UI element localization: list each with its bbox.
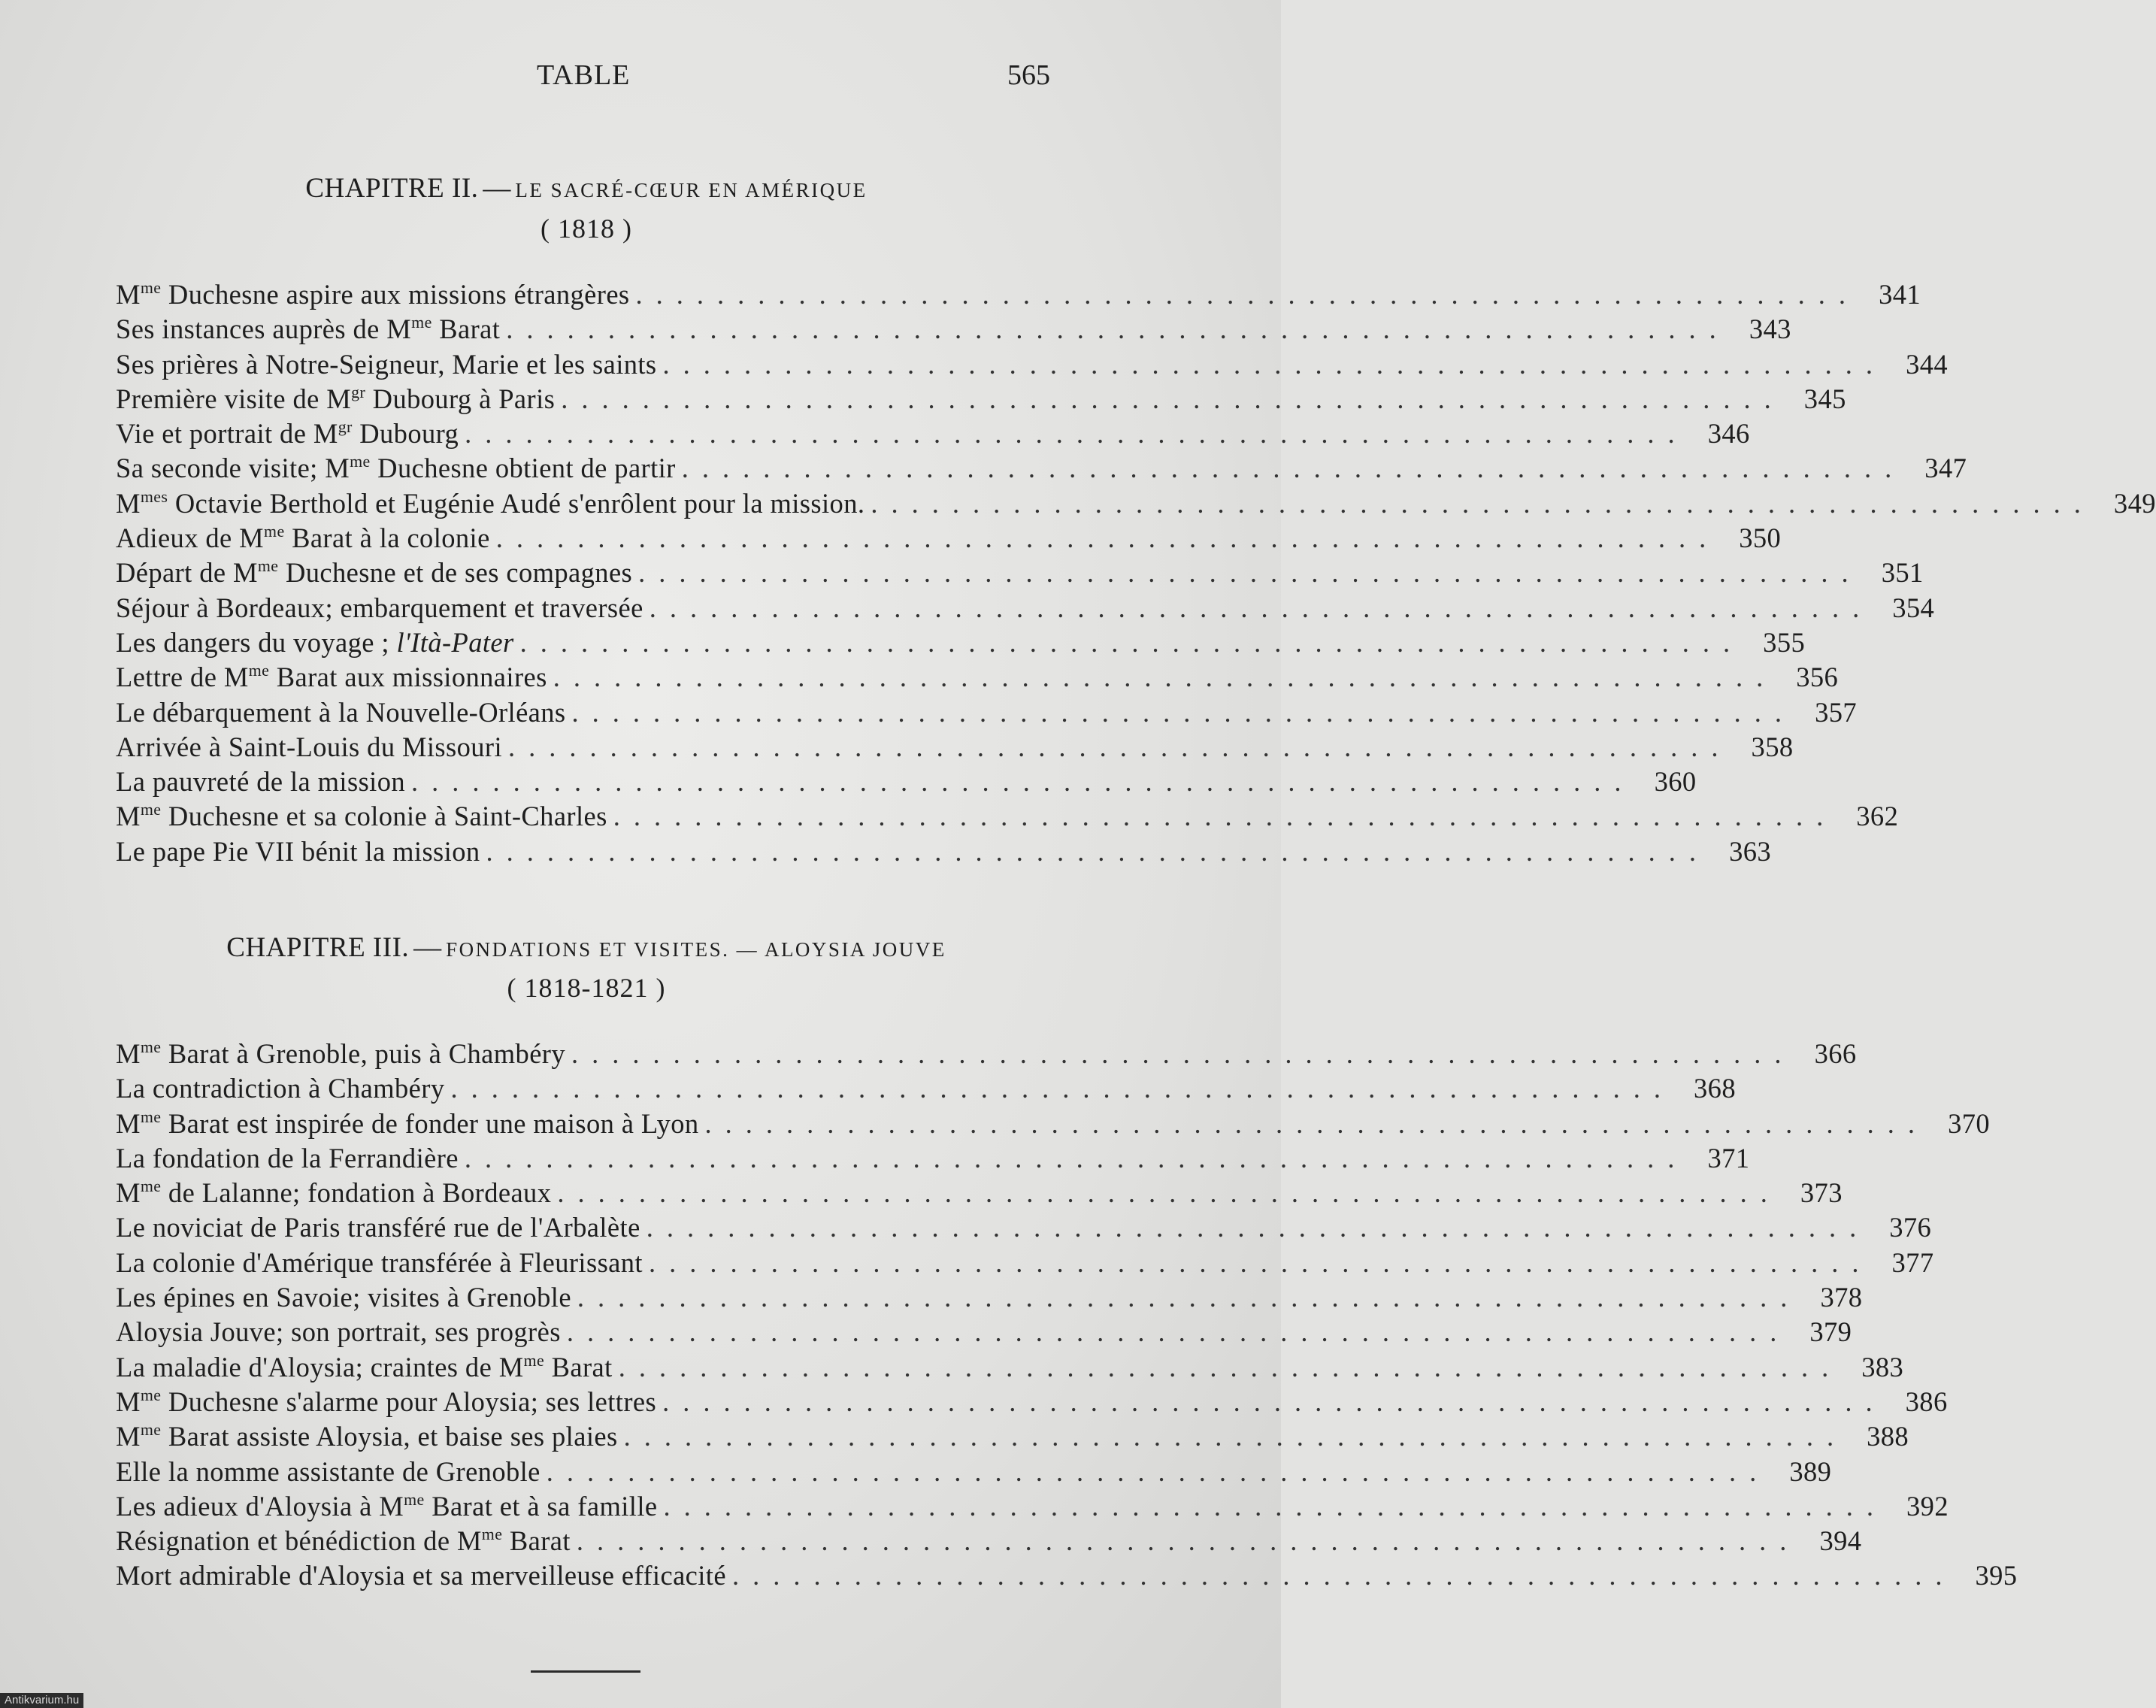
toc-entry <box>116 521 1782 556</box>
toc-entry <box>116 382 1846 417</box>
running-head-title: TABLE <box>537 59 631 91</box>
toc-entry-page: 363 <box>1729 835 1772 867</box>
toc-entry <box>116 1176 1843 1211</box>
toc-entry-page: 377 <box>1891 1246 1934 1278</box>
toc-entry-title: La colonie d'Amérique transférée à Fleurissant <box>116 1246 643 1278</box>
dot-leader: ............................................................ <box>571 1038 1795 1069</box>
toc-entry-page: 386 <box>1905 1385 1948 1417</box>
toc-entry-page: 389 <box>1789 1455 1832 1487</box>
dot-leader: ............................................................ <box>618 1351 1843 1382</box>
dot-leader: ............................................................ <box>571 696 1796 728</box>
toc-entry <box>116 1211 1932 1246</box>
toc-entry <box>116 486 2156 522</box>
toc-entry-page: 378 <box>1820 1282 1863 1313</box>
toc-entry <box>116 348 1949 383</box>
chapter-heading-2: CHAPITRE II. — LE SACRÉ-CŒUR EN AMÉRIQUE ( 1818 ) <box>113 170 1060 248</box>
dot-leader: ............................................................ <box>508 731 1732 762</box>
toc-entry <box>116 626 1806 661</box>
toc-entry <box>116 1559 2018 1594</box>
toc-entry-title: $M^{me}$ Duchesne et sa colonie à Saint-Charles <box>116 800 607 832</box>
toc-entry-title: Les adieux d'Aloysia à $M^{me}$ Barat et à sa famille <box>116 1489 658 1522</box>
dot-leader: ............................................................ <box>663 1490 1887 1522</box>
toc-entry-page: 356 <box>1796 662 1839 693</box>
toc-entry-title: $M^{me}$ de Lalanne; fondation à Bordeaux <box>116 1176 552 1209</box>
toc-entry-page: 341 <box>1879 279 1921 310</box>
watermark: Antikvarium.hu <box>0 1693 83 1708</box>
chapter-label: CHAPITRE II. <box>305 173 479 204</box>
dot-leader: ............................................................ <box>465 418 1688 450</box>
toc-entry-page: 379 <box>1809 1316 1852 1348</box>
toc-entry <box>116 313 1791 347</box>
toc-list-chapter-2 <box>116 277 2156 870</box>
dot-leader: ............................................................ <box>662 1385 1886 1417</box>
toc-entry <box>116 1072 1736 1107</box>
toc-entry-page: 373 <box>1800 1177 1843 1209</box>
toc-entry <box>116 277 1921 313</box>
chapter-subtitle: LE SACRÉ-CŒUR EN AMÉRIQUE <box>515 179 868 201</box>
toc-entry-title: Le débarquement à la Nouvelle-Orléans <box>116 696 566 728</box>
toc-entry <box>116 661 1839 695</box>
dot-leader: ............................................................ <box>576 1525 1800 1557</box>
dot-leader: ............................................................ <box>731 1560 1956 1591</box>
running-head <box>0 59 1281 96</box>
toc-entry-title: La contradiction à Chambéry <box>116 1073 445 1104</box>
toc-entry-page: 346 <box>1707 418 1750 450</box>
dot-leader: ............................................................ <box>635 279 1860 310</box>
dot-leader: ............................................................ <box>704 1107 1929 1139</box>
toc-entry <box>116 835 1772 870</box>
toc-entry-page: 371 <box>1707 1142 1750 1173</box>
toc-entry-page: 394 <box>1819 1525 1862 1557</box>
chapter-years: ( 1818-1821 ) <box>507 973 666 1003</box>
toc-entry-title: Adieux de $M^{me}$ Barat à la colonie <box>116 521 490 554</box>
page-number: 565 <box>1007 59 1050 91</box>
toc-entry-title: Le noviciat de Paris transféré rue de l'Arbalète <box>116 1212 640 1243</box>
toc-entry <box>116 1316 1852 1350</box>
toc-entry-title: Sa seconde visite; $M^{me}$ Duchesne obtient de partir <box>116 452 676 484</box>
toc-entry <box>116 1281 1863 1316</box>
toc-entry-title: Résignation et bénédiction de $M^{me}$ Barat <box>116 1524 571 1557</box>
dot-leader: ............................................................ <box>613 801 1837 832</box>
end-rule <box>531 1670 640 1673</box>
toc-entry-page: 345 <box>1803 383 1846 414</box>
toc-entry-page: 357 <box>1815 696 1858 728</box>
toc-entry-page: 366 <box>1814 1038 1857 1069</box>
chapter-subtitle: FONDATIONS ET VISITES. — ALOYSIA JOUVE <box>446 938 946 961</box>
toc-entry-page: 351 <box>1881 557 1924 589</box>
toc-entry <box>116 1037 1857 1072</box>
toc-entry-title: Aloysia Jouve; son portrait, ses progrès <box>116 1316 561 1348</box>
toc-entry-title: $M^{me}$ Duchesne aspire aux missions étrangères <box>116 277 630 310</box>
toc-entry-page: 383 <box>1861 1351 1904 1382</box>
dot-leader: ............................................................ <box>561 383 1785 414</box>
toc-entry-title: La pauvreté de la mission <box>116 766 406 798</box>
toc-entry <box>116 1246 1934 1281</box>
chapter-label: CHAPITRE III. <box>226 932 410 963</box>
toc-entry-page: 362 <box>1856 801 1899 832</box>
dot-leader: ............................................................ <box>648 1246 1873 1278</box>
toc-entry-title: Départ de $M^{me}$ Duchesne et de ses compagnes <box>116 556 633 589</box>
dot-leader: ............................................................ <box>566 1316 1791 1348</box>
toc-entry-page: 350 <box>1739 522 1782 554</box>
toc-entry-title: Elle la nomme assistante de Grenoble <box>116 1455 541 1487</box>
dot-leader: ............................................................ <box>623 1421 1848 1452</box>
dot-leader: ............................................................ <box>486 835 1710 867</box>
toc-entry-title: Les dangers du voyage ; l'Ità-Pater <box>116 626 514 658</box>
toc-entry <box>116 800 1899 834</box>
toc-entry <box>116 1420 1909 1455</box>
dot-leader: ............................................................ <box>662 348 1887 380</box>
toc-entry-page: 370 <box>1948 1107 1991 1139</box>
dot-leader: ............................................................ <box>681 453 1906 484</box>
dot-leader: ............................................................ <box>519 626 1744 658</box>
toc-entry <box>116 1142 1750 1177</box>
toc-entry-page: 395 <box>1975 1560 2018 1591</box>
toc-entry <box>116 1107 1991 1142</box>
toc-entry-title: Première visite de $M^{gr}$ Dubourg à Paris <box>116 382 556 414</box>
toc-entry-title: La maladie d'Aloysia; craintes de $M^{me}$ Barat <box>116 1350 613 1382</box>
dot-leader: ............................................................ <box>577 1282 1801 1313</box>
dot-leader: ............................................................ <box>553 662 1777 693</box>
toc-list-chapter-3 <box>116 1037 2018 1594</box>
dot-leader: ............................................................ <box>495 522 1720 554</box>
toc-entry-title: Les épines en Savoie; visites à Grenoble <box>116 1282 571 1313</box>
toc-entry <box>116 1385 1948 1420</box>
toc-entry-title: Ses prières à Notre-Seigneur, Marie et les saints <box>116 348 657 380</box>
toc-entry-title: Séjour à Bordeaux; embarquement et traversée <box>116 592 643 623</box>
dot-leader: ............................................................ <box>649 592 1873 623</box>
toc-entry-page: 344 <box>1906 348 1949 380</box>
toc-entry <box>116 1489 1949 1525</box>
toc-entry-title: $M^{me}$ Barat à Grenoble, puis à Chambéry <box>116 1037 566 1069</box>
dot-leader: ............................................................ <box>450 1073 1674 1104</box>
toc-entry <box>116 696 1858 731</box>
toc-entry-page: 360 <box>1654 766 1697 798</box>
toc-entry-page: 343 <box>1749 313 1791 345</box>
dot-leader: ............................................................ <box>411 766 1635 798</box>
toc-entry <box>116 592 1935 626</box>
chapter-years: ( 1818 ) <box>541 214 632 244</box>
toc-entry <box>116 1524 1862 1559</box>
toc-entry <box>116 452 1967 486</box>
dot-leader: ............................................................ <box>646 1212 1870 1243</box>
toc-entry-page: 349 <box>2113 487 2156 519</box>
toc-entry-title: Le pape Pie VII bénit la mission <box>116 835 480 867</box>
dot-leader: ............................................................ <box>464 1142 1688 1173</box>
chapter-heading-3: CHAPITRE III. — FONDATIONS ET VISITES. — ALOYSIA JOUVE ( 1818-1821 ) <box>113 929 1060 1007</box>
toc-entry-title: $M^{mes}$ Octavie Berthold et Eugénie Audé s'enrôlent pour la mission. <box>116 486 865 519</box>
toc-entry <box>116 556 1924 591</box>
toc-entry-title: Lettre de $M^{me}$ Barat aux missionnaires <box>116 661 547 693</box>
toc-entry-page: 392 <box>1906 1490 1949 1522</box>
toc-entry-page: 347 <box>1924 453 1967 484</box>
toc-entry-title: Mort admirable d'Aloysia et sa merveilleuse efficacité <box>116 1560 726 1591</box>
toc-entry <box>116 765 1697 800</box>
toc-entry-title: Arrivée à Saint-Louis du Missouri <box>116 731 502 762</box>
toc-entry <box>116 1455 1832 1490</box>
toc-entry-title: $M^{me}$ Barat est inspirée de fonder une maison à Lyon <box>116 1107 699 1139</box>
toc-entry-title: $M^{me}$ Barat assiste Aloysia, et baise ses plaies <box>116 1420 618 1452</box>
toc-entry-title: $M^{me}$ Duchesne s'alarme pour Aloysia; ses lettres <box>116 1385 657 1417</box>
toc-entry-title: La fondation de la Ferrandière <box>116 1142 459 1173</box>
toc-entry-page: 388 <box>1867 1421 1909 1452</box>
toc-entry-page: 368 <box>1694 1073 1736 1104</box>
toc-entry-page: 355 <box>1763 626 1806 658</box>
toc-entry <box>116 1350 1904 1385</box>
toc-entry <box>116 416 1750 452</box>
dot-leader: ............................................................ <box>546 1455 1770 1487</box>
toc-entry-page: 358 <box>1751 731 1794 762</box>
dot-leader: ............................................................ <box>871 487 2094 519</box>
toc-entry-page: 354 <box>1892 592 1935 623</box>
dot-leader: ............................................................ <box>638 557 1862 589</box>
dot-leader: ............................................................ <box>506 313 1730 345</box>
toc-entry-page: 376 <box>1889 1212 1932 1243</box>
toc-entry-title: Ses instances auprès de $M^{me}$ Barat <box>116 313 501 345</box>
toc-entry <box>116 731 1794 765</box>
dot-leader: ............................................................ <box>557 1177 1781 1209</box>
toc-entry-title: Vie et portrait de $M^{gr}$ Dubourg <box>116 416 459 450</box>
